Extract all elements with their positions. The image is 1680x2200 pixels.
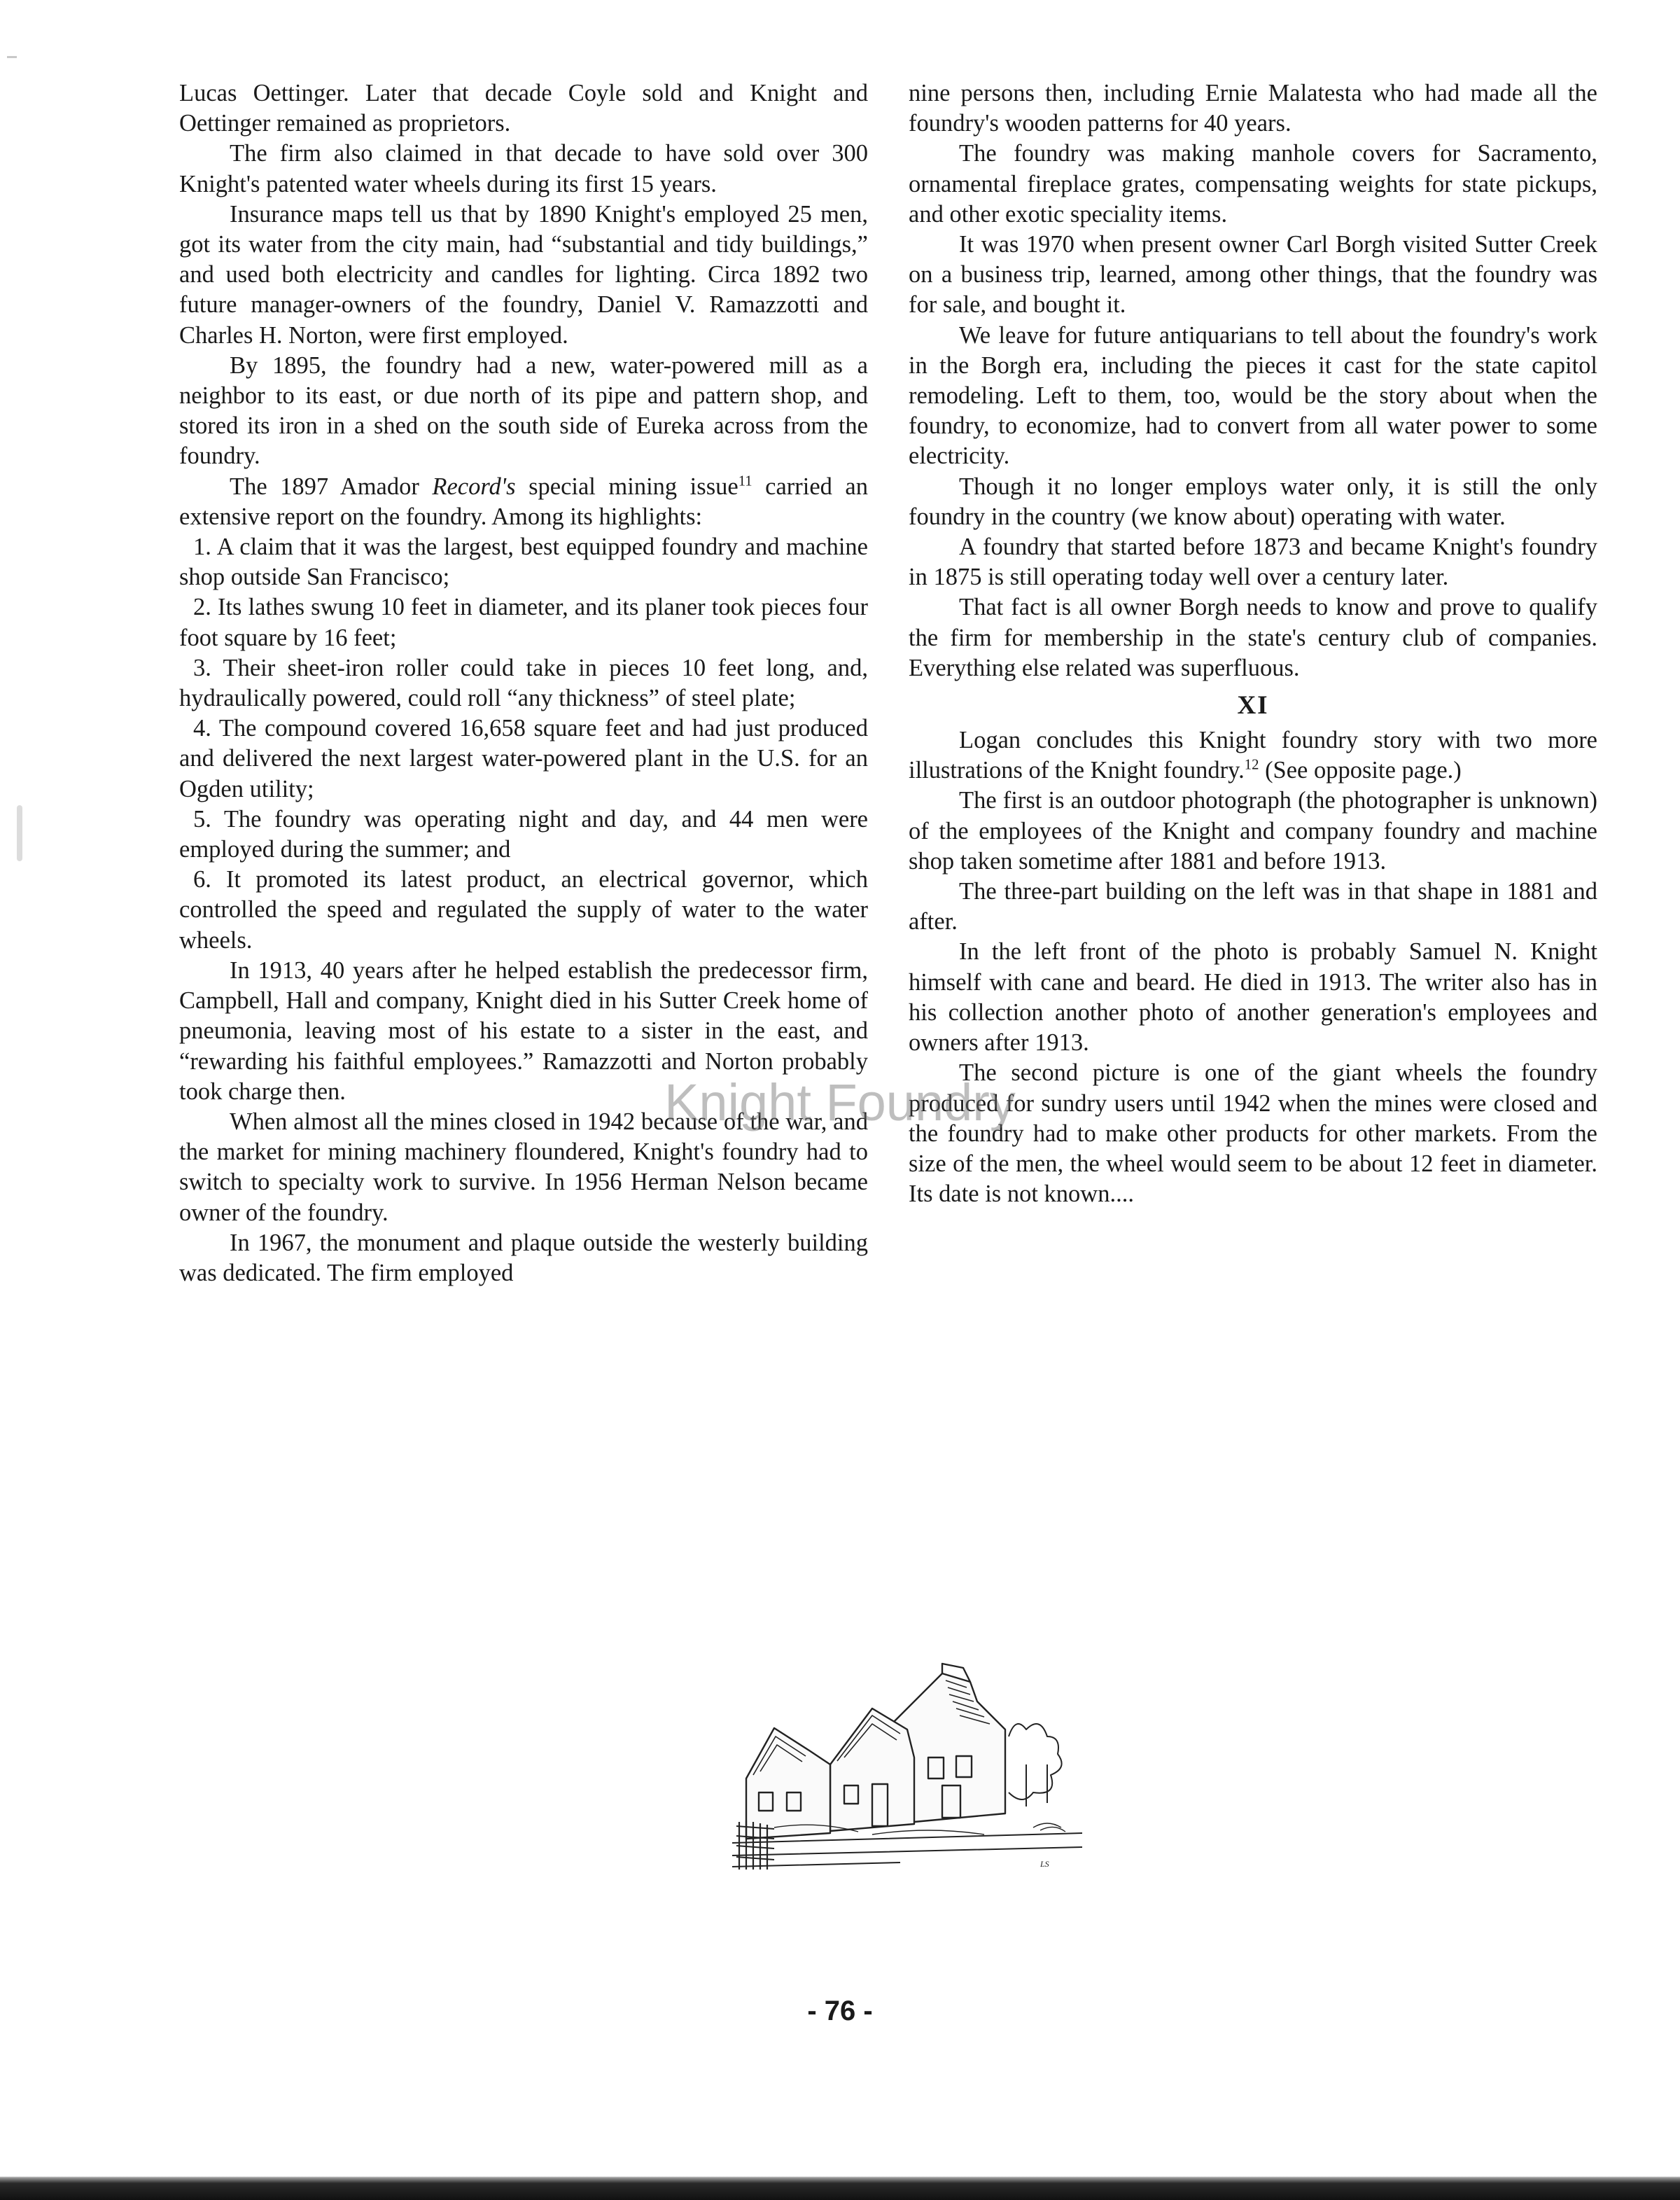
paragraph-record [179, 472, 868, 532]
foundry-sketch-illustration [732, 1659, 1082, 1875]
paragraph: In 1967, the monument and plaque outside the westerly building was dedicated. The firm employed [179, 1229, 868, 1286]
list-item: 6. It promoted its latest product, an electrical governor, which controlled the speed and regulated the supply of water to the water wheels. [179, 866, 868, 954]
text-run: The 1897 Amador [230, 473, 433, 500]
left-column [179, 78, 868, 1288]
right-column [909, 78, 1597, 1209]
page-number: - 76 - [807, 1996, 873, 2026]
paragraph: The firm also claimed in that decade to have sold over 300 Knight's patented water wheels during its first 15 years. [179, 140, 868, 197]
footnote-marker: 12 [1244, 757, 1259, 773]
paragraph: By 1895, the foundry had a new, water-powered mill as a neighbor to its east, or due north of its pipe and pattern shop, and stored its iron in a shed on the south side of Eureka across from the foundry. [179, 351, 868, 470]
list-item: 2. Its lathes swung 10 feet in diameter, and its planer took pieces four foot square by 16 feet; [179, 594, 868, 651]
paragraph: Lucas Oettinger. Later that decade Coyle sold and Knight and Oettinger remained as proprietors. [179, 80, 868, 137]
paragraph: Though it no longer employs water only, it is still the only foundry in the country (we know about) operating with water. [909, 473, 1597, 530]
paragraph: The three-part building on the left was in that shape in 1881 and after. [909, 878, 1597, 935]
text-run: carried an extensive report on the foundry. Among its highlights: [179, 473, 868, 530]
paragraph: A foundry that started before 1873 and became Knight's foundry in 1875 is still operating today well over a century later. [909, 534, 1597, 591]
scan-edge [0, 2162, 1680, 2200]
paragraph: Insurance maps tell us that by 1890 Knight's employed 25 men, got its water from the city main, had “substantial and tidy buildings,” and used both electricity and candles for lighting. Circa 1892 two future manager-owners of the foundry, Daniel V. Ramazzotti and Charles H. Norton, were first employed. [179, 200, 868, 349]
paragraph: That fact is all owner Borgh needs to know and prove to qualify the firm for membership in the state's century club of companies. Everything else related was superfluous. [909, 594, 1597, 681]
paragraph: In the left front of the photo is probably Samuel N. Knight himself with cane and beard. He died in 1913. The writer also has in his collection another photo of another generation's employees and owners after 1913. [909, 938, 1597, 1057]
paragraph: It was 1970 when present owner Carl Borgh visited Sutter Creek on a business trip, learned, among other things, that the foundry was for sale, and bought it. [909, 231, 1597, 319]
section-heading: XI [1237, 691, 1269, 720]
paragraph: The second picture is one of the giant wheels the foundry produced for sundry users until 1942 when the mines were closed and the foundry had to make other products for other markets. From the size of the men, the wheel would seem to be about 12 feet in diameter. Its date is not known.... [909, 1059, 1597, 1208]
paragraph: In 1913, 40 years after he helped establish the predecessor firm, Campbell, Hall and company, Knight died in his Sutter Creek home of pneumonia, leaving most of his estate to a sister in the east, and “rewarding his faithful employees.” Ramazzotti and Norton probably took charge then. [179, 956, 868, 1105]
text-run: (See opposite page.) [1259, 757, 1462, 784]
paragraph: nine persons then, including Ernie Malatesta who had made all the foundry's wooden patterns for 40 years. [909, 80, 1597, 137]
list-item: 4. The compound covered 16,658 square feet and had just produced and delivered the next largest water-powered plant in the U.S. for an Ogden utility; [179, 715, 868, 802]
watermark: Knight Foundry [664, 1073, 1016, 1132]
paragraph: When almost all the mines closed in 1942 because of the war, and the market for mining machinery floundered, Knight's foundry had to switch to specialty work to survive. In 1956 Herman Nelson became owner of the foundry. [179, 1108, 868, 1226]
list-item: 1. A claim that it was the largest, best equipped foundry and machine shop outside San Francisco; [179, 534, 868, 591]
paragraph-logan [909, 725, 1597, 786]
scan-speck [17, 805, 22, 861]
list-item: 5. The foundry was operating night and day, and 44 men were employed during the summer; and [179, 805, 868, 863]
scan-speck [7, 56, 17, 58]
illustration-signature: LS [1040, 1859, 1049, 1869]
paragraph: We leave for future antiquarians to tell about the foundry's work in the Borgh era, including the pieces it cast for the state capitol remodeling. Left to them, too, would be the story about when the foundry, to economize, had to convert from all water power to some electricity. [909, 321, 1597, 470]
text-run: special mining issue [515, 473, 738, 500]
footnote-marker: 11 [738, 473, 752, 489]
paragraph: The foundry was making manhole covers for Sacramento, ornamental fireplace grates, compensating weights for state pickups, and other exotic speciality items. [909, 140, 1597, 228]
list-item: 3. Their sheet-iron roller could take in pieces 10 feet long, and, hydraulically powered, could roll “any thickness” of steel plate; [179, 654, 868, 712]
text-run: Logan concludes this Knight foundry story with two more illustrations of the Knight foundry. [909, 727, 1597, 784]
publication-title: Record's [432, 473, 516, 500]
paragraph: The first is an outdoor photograph (the photographer is unknown) of the employees of the Knight and company foundry and machine shop taken sometime after 1881 and before 1913. [909, 787, 1597, 875]
